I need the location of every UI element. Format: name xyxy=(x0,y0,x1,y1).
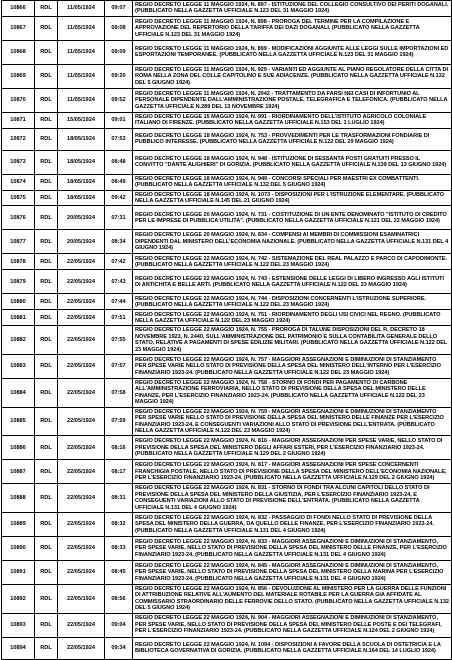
table-row xyxy=(2,270,452,294)
decree-date-cell: 11/05/1924 xyxy=(58,40,105,64)
decree-number-cell: 10872 xyxy=(2,128,35,150)
table-row xyxy=(2,128,452,150)
decree-description-cell: REGIO DECRETO LEGGE 11 MAGGIO 1924, N. 897 - ISTITUZIONE DEL COLLEGIO CONSULTIVO DEI PERITI DOGANALI. (PUBBLICATO NELLA GAZZETTA UFFICIALE N.123 DEL 31 MAGGIO 1924) xyxy=(133,1,452,17)
table-row xyxy=(2,112,452,128)
decree-description-cell: REGIO DECRETO LEGGE 22 MAGGIO 1924, N. 817 - MAGGIORI ASSEGNAZIONI PER SPESE CONCERNENTI FRANCHIGIA POSTALE, NELLO STATO DI PREVISIONE DELLA SPESA DEL MINISTERO DELL'ECONOMIA NAZIONALE, PER L'ESERCIZIO FINANZIARIO 1923-24. (PUBBLICATO NELLA GAZZETTA UFFICIALE N.129 DEL 2 GIUGNO 1924) xyxy=(133,460,452,484)
act-type-cell: RDL xyxy=(35,436,58,460)
decree-number-cell: 10876 xyxy=(2,206,35,230)
record-time-cell: 08:34 xyxy=(105,230,133,254)
table-row xyxy=(2,613,452,637)
decree-number-cell: 10867 xyxy=(2,16,35,40)
table-row xyxy=(2,355,452,379)
decree-number-cell: 10892 xyxy=(2,584,35,613)
record-time-cell: 09:42 xyxy=(105,190,133,206)
act-type-cell: RDL xyxy=(35,560,58,584)
decree-date-cell: 22/05/1924 xyxy=(58,294,105,310)
table-row xyxy=(2,254,452,270)
decree-description-cell: REGIO DECRETO LEGGE 11 MAGGIO 1924, N. 898 - PROROGA DEL TERMINE PER LA COMPILAZIONE E APPROVAZIONE DEL REPERTORIO DELLA TARIFFA DEI DAZI DOGANALI. (PUBBLICATO NELLA GAZZETTA UFFICIALE N.123 DEL 31 MAGGIO 1924) xyxy=(133,16,452,40)
table-row xyxy=(2,230,452,254)
decree-description-cell: REGIO DECRETO LEGGE 20 MAGGIO 1924, N. 731 - COSTITUZIONE DI UN ENTE DENOMINATO "ISTITUTO DI CREDITO PER LE IMPRESE DI PUBBLICA UTILITA". (PUBBLICATO NELLA GAZZETTA UFFICIALE N.121 DEL 22 MAGGIO 1924) xyxy=(133,206,452,230)
decree-date-cell: 22/05/1924 xyxy=(58,613,105,637)
record-time-cell: 09:07 xyxy=(105,1,133,17)
record-time-cell: 07:58 xyxy=(105,379,133,408)
act-type-cell: RDL xyxy=(35,206,58,230)
act-type-cell: RDL xyxy=(35,112,58,128)
decree-number-cell: 10873 xyxy=(2,150,35,174)
record-time-cell: 07:43 xyxy=(105,270,133,294)
act-type-cell: RDL xyxy=(35,310,58,326)
act-type-cell: RDL xyxy=(35,407,58,436)
table-row xyxy=(2,40,452,64)
decree-number-cell: 10888 xyxy=(2,484,35,513)
decree-number-cell: 10885 xyxy=(2,407,35,436)
decree-register-table xyxy=(1,0,452,660)
act-type-cell: RDL xyxy=(35,230,58,254)
record-time-cell: 07:42 xyxy=(105,254,133,270)
decree-description-cell: REGIO DECRETO LEGGE 11 MAGGIO 1924, N. 929 - VARIANTI ED AGGIUNTE AL PIANO REGOLATORE DELLA CITTA DI ROMA NELLA ZONA DEL COLLE CAPITOLINO E SUE ADIACENZE. (PUBBLICATO NELLA GAZZETTA UFFICIALE N.132 DEL 5 GIUGNO 1924) xyxy=(133,64,452,88)
record-time-cell: 07:31 xyxy=(105,206,133,230)
decree-date-cell: 22/05/1924 xyxy=(58,310,105,326)
act-type-cell: RDL xyxy=(35,270,58,294)
decree-number-cell: 10874 xyxy=(2,174,35,190)
record-time-cell: 07:59 xyxy=(105,407,133,436)
decree-description-cell: REGIO DECRETO LEGGE 22 MAGGIO 1924, N. 1094 - DISPOSIZIONI A FAVORE DELLA SCUOLA DI OSTETRICIA E LA BIBLIOTECA GOVERNATIVA DI GORIZIA. (PUBBLICATO NELLA GAZZETTA UFFICIALE N.164 DEL 14 LUGLIO 1924) xyxy=(133,637,452,659)
decree-number-cell: 10869 xyxy=(2,64,35,88)
record-time-cell: 08:48 xyxy=(105,150,133,174)
record-time-cell: 08:45 xyxy=(105,560,133,584)
table-row xyxy=(2,150,452,174)
act-type-cell: RDL xyxy=(35,88,58,112)
decree-number-cell: 10881 xyxy=(2,310,35,326)
decree-number-cell: 10875 xyxy=(2,190,35,206)
act-type-cell: RDL xyxy=(35,64,58,88)
record-time-cell: 09:34 xyxy=(105,637,133,659)
table-row xyxy=(2,512,452,536)
act-type-cell: RDL xyxy=(35,326,58,355)
record-time-cell: 08:31 xyxy=(105,484,133,513)
table-row xyxy=(2,484,452,513)
decree-number-cell: 10889 xyxy=(2,512,35,536)
decree-number-cell: 10870 xyxy=(2,88,35,112)
decree-date-cell: 18/05/1924 xyxy=(58,150,105,174)
decree-number-cell: 10878 xyxy=(2,254,35,270)
decree-description-cell: REGIO DECRETO LEGGE 22 MAGGIO 1924, N. 856 - DEVOLUZIONE AL MINISTERO PER LA GUERRA DELLE FUNZIONI DI ATTRIBUZIONE RELATIVE ALL'AUMENTO DEL MATERIALE ROTABILE PER LA GUERRA GIA AFFIDATE AL COMMISSARIO STRAORDINARIO DELLE FERROVIE DELLO STATO. (PUBBLICATO NELLA GAZZETTA UFFICIALE N.132 DEL 5 GIUGNO 1924) xyxy=(133,584,452,613)
act-type-cell: RDL xyxy=(35,512,58,536)
record-time-cell: 09:52 xyxy=(105,88,133,112)
record-time-cell: 07:57 xyxy=(105,355,133,379)
act-type-cell: RDL xyxy=(35,294,58,310)
decree-number-cell: 10882 xyxy=(2,326,35,355)
decree-number-cell: 10866 xyxy=(2,1,35,17)
decree-description-cell: REGIO DECRETO LEGGE 18 MAGGIO 1924, N. 1073 - DISPOSIZIONI PER L'ISTRUZIONE ELEMENTARE. (PUBBLICATO NELLA GAZZETTA UFFICIALE N.145 DEL 21 GIUGNO 1924) xyxy=(133,190,452,206)
record-time-cell: 08:49 xyxy=(105,174,133,190)
act-type-cell: RDL xyxy=(35,355,58,379)
decree-date-cell: 22/05/1924 xyxy=(58,584,105,613)
decree-date-cell: 22/05/1924 xyxy=(58,536,105,560)
decree-date-cell: 22/05/1924 xyxy=(58,436,105,460)
decree-date-cell: 22/05/1924 xyxy=(58,407,105,436)
decree-date-cell: 11/05/1924 xyxy=(58,16,105,40)
act-type-cell: RDL xyxy=(35,40,58,64)
decree-description-cell: REGIO DECRETO LEGGE 22 MAGGIO 1924, N. 759 - MAGGIORI ASSEGNAZIONI E DIMINUZIONI DI STANZIAMENTO PER SPESE VARIE NELLO STATO DI PREVISIONE DELLA SPESA DEL MINISTERO DELLE FINANZE PER L'ESERCIZIO FINANZIARIO 1923-24, E CONSEGUENTI VARIAZIONI ALLO STATO DI PREVISIONE DELL'ENTRATA. (PUBBLICATO NELLA GAZZETTA UFFICIALE N.122 DEL 23 MAGGIO 1924) xyxy=(133,407,452,436)
decree-date-cell: 22/05/1924 xyxy=(58,355,105,379)
decree-date-cell: 22/05/1924 xyxy=(58,637,105,659)
decree-number-cell: 10877 xyxy=(2,230,35,254)
decree-description-cell: REGIO DECRETO LEGGE 22 MAGGIO 1924, N. 755 - PROROGA DI TALUNE DISPOSIZIONI DEL R. DECRETO 18 NOVEMBRE 1923, N. 2440, SULL'AMMINISTRAZIONE DEL PATRIMONIO E SULLA CONTABILITA GENERALE DELLO STATO, RELATIVE A PAGAMENTI DI SPESE EDILIZIE MILITARI. (PUBBLICATO NELLA GAZZETTA UFFICIALE N.122 DEL 23 MAGGIO 1924) xyxy=(133,326,452,355)
decree-number-cell: 10894 xyxy=(2,637,35,659)
act-type-cell: RDL xyxy=(35,254,58,270)
table-row xyxy=(2,310,452,326)
decree-description-cell: REGIO DECRETO LEGGE 18 MAGGIO 1924, N. 948 - ISTITUZIONE DI SESSANTA POSTI GRATUITI PRESSO IL CONVITTO "DANTE ALIGHIERI" DI GORIZIA. (PUBBLICATO NELLA GAZZETTA UFFICIALE N.139 DEL 13 GIUGNO 1924) xyxy=(133,150,452,174)
decree-number-cell: 10887 xyxy=(2,460,35,484)
decree-description-cell: REGIO DECRETO LEGGE 22 MAGGIO 1924, N. 904 - MAGGIORI ASSEGNAZIONI E DIMINUZIONI DI STANZIAMENTO, PER SPESE VARIE, NELLO STATO DI PREVISIONE DELLA SPESA DEL MINISTERO DELLE POSTE E DEI TELEGRAFI, PER L'ESERCIZIO FINANZIARIO 1923-24. (PUBBLICATO NELLA GAZZETTA UFFICIALE N.124 DEL 2 GIUGNO 1924) xyxy=(133,613,452,637)
decree-date-cell: 22/05/1924 xyxy=(58,379,105,408)
act-type-cell: RDL xyxy=(35,1,58,17)
table-row xyxy=(2,190,452,206)
act-type-cell: RDL xyxy=(35,637,58,659)
record-time-cell: 07:51 xyxy=(105,310,133,326)
record-time-cell: 09:08 xyxy=(105,16,133,40)
act-type-cell: RDL xyxy=(35,190,58,206)
record-time-cell: 07:55 xyxy=(105,326,133,355)
decree-date-cell: 20/05/1924 xyxy=(58,230,105,254)
record-time-cell: 08:32 xyxy=(105,512,133,536)
record-time-cell: 08:16 xyxy=(105,436,133,460)
record-time-cell: 08:33 xyxy=(105,536,133,560)
decree-number-cell: 10880 xyxy=(2,294,35,310)
decree-description-cell: REGIO DECRETO LEGGE 11 MAGGIO 1924, N. 2042 - TRATTAMENTO DA FARSI NEI CASI DI INFORTUNIO AL PERSONALE DIPENDENTE DALL'AMMINISTRAZIONE POSTALE, TELEGRAFICA E TELEFONICA. (PUBBLICATO NELLA GAZZETTA UFFICIALE N.289 DEL 13 NOVEMBRE 1924) xyxy=(133,88,452,112)
decree-description-cell: REGIO DECRETO LEGGE 22 MAGGIO 1924, N. 744 - DISPOSIZIONI CONCERNENTI L'ISTRUZIONE SUPERIORE. (PUBBLICATO NELLA GAZZETTA UFFICIALE N.122 DEL 23 MAGGIO 1924) xyxy=(133,294,452,310)
decree-number-cell: 10871 xyxy=(2,112,35,128)
decree-date-cell: 22/05/1924 xyxy=(58,460,105,484)
decree-description-cell: REGIO DECRETO LEGGE 18 MAGGIO 1924, N. 753 - PROVVEDIMENTI PER LE TRASFORMAZIONI FONDIARIE DI PUBBLICO INTERESSE. (PUBBLICATO NELLA GAZZETTA UFFICIALE N.122 DEL 29 MAGGIO 1924) xyxy=(133,128,452,150)
record-time-cell: 09:04 xyxy=(105,613,133,637)
decree-number-cell: 10883 xyxy=(2,355,35,379)
record-time-cell: 09:01 xyxy=(105,112,133,128)
act-type-cell: RDL xyxy=(35,613,58,637)
decree-description-cell: REGIO DECRETO LEGGE 22 MAGGIO 1924, N. 751 - RIORDINAMENTO DEGLI USI CIVICI NEL REGNO. (PUBBLICATO NELLA GAZZETTA UFFICIALE N.122 DEL 23 MAGGIO 1924) xyxy=(133,310,452,326)
table-row xyxy=(2,16,452,40)
table-row xyxy=(2,407,452,436)
table-row xyxy=(2,206,452,230)
decree-date-cell: 15/05/1924 xyxy=(58,112,105,128)
decree-number-cell: 10868 xyxy=(2,40,35,64)
decree-description-cell: REGIO DECRETO LEGGE 15 MAGGIO 1924, N. 991 - RIORDINAMENTO DELL'ISTITUTO AGRICOLO COLONIALE ITALIANO DI FIRENZE. (PUBBLICATO NELLA GAZZETTA UFFICIALE N.153 DEL 1 LUGLIO 1924) xyxy=(133,112,452,128)
decree-number-cell: 10884 xyxy=(2,379,35,408)
table-row xyxy=(2,536,452,560)
record-time-cell: 09:09 xyxy=(105,40,133,64)
decree-description-cell: REGIO DECRETO LEGGE 22 MAGGIO 1924, N. 742 - SISTEMAZIONE DEL REAL PALAZZO E PARCO DI CAPODIMONTE. (PUBBLICATO NELLA GAZZETTA UFFICIALE N.122 DEL 23 MAGGIO 1924) xyxy=(133,254,452,270)
decree-description-cell: REGIO DECRETO LEGGE 22 MAGGIO 1924, N. 833 - MAGGIORI ASSEGNAZIONI E DIMINUZIONI DI STANZIAMENTO, PER SPESE VARIE, NELLO STATO DI PREVISIONE DELLA SPESA DEL MINISTERO DELLE FINANZE, PER L'ESERCIZIO FINANZIARIO 1923-24. (PUBBLICATO NELLA GAZZETTA UFFICIALE N.131 DEL 4 GIUGNO 1924) xyxy=(133,536,452,560)
record-time-cell: 08:56 xyxy=(105,584,133,613)
decree-date-cell: 22/05/1924 xyxy=(58,484,105,513)
table-row xyxy=(2,460,452,484)
decree-date-cell: 20/05/1924 xyxy=(58,206,105,230)
decree-number-cell: 10893 xyxy=(2,613,35,637)
decree-description-cell: REGIO DECRETO LEGGE 22 MAGGIO 1924, N. 831 - STORNO DI FONDI TRA ALCUNI CAPITOLI DELLO STATO DI PREVISIONE DELLA SPESA DEL MINISTERO DELLA GIUSTIZIA, PER L'ESERCIZIO FINANZIARIO 1923-24, E CONSEGUENTI VARIAZIONI ALLO STATO DI PREVISIONE DELL'ENTRATA. (PUBBLICATO NELLA GAZZETTA UFFICIALE N.131 DEL 4 GIUGNO 1924) xyxy=(133,484,452,513)
table-row xyxy=(2,326,452,355)
decree-number-cell: 10890 xyxy=(2,536,35,560)
decree-date-cell: 11/05/1924 xyxy=(58,1,105,17)
table-row xyxy=(2,436,452,460)
table-row xyxy=(2,1,452,17)
record-time-cell: 09:20 xyxy=(105,64,133,88)
decree-date-cell: 18/05/1924 xyxy=(58,128,105,150)
decree-description-cell: REGIO DECRETO LEGGE 22 MAGGIO 1924, N. 816 - MAGGIORI ASSEGNAZIONI PER SPESE VARIE, NELLO STATO DI PREVISIONE DELLA SPESA DEL MINISTERO DEGLI AFFARI ESTERI, PER L'ESERCIZIO FINANZIARIO 1923-24. (PUBBLICATO NELLA GAZZETTA UFFICIALE N.129 DEL 2 GIUGNO 1924) xyxy=(133,436,452,460)
act-type-cell: RDL xyxy=(35,584,58,613)
table-row xyxy=(2,174,452,190)
decree-date-cell: 18/05/1924 xyxy=(58,190,105,206)
decree-date-cell: 18/05/1924 xyxy=(58,174,105,190)
act-type-cell: RDL xyxy=(35,174,58,190)
act-type-cell: RDL xyxy=(35,484,58,513)
table-body xyxy=(2,1,452,660)
act-type-cell: RDL xyxy=(35,536,58,560)
decree-description-cell: REGIO DECRETO LEGGE 11 MAGGIO 1924, N. 899 - MODIFICAZIONI AGGIUNTE ALLE LEGGI SULLE IMPORTAZIONI ED ESPORTAZIONI TEMPORANEE. (PUBBLICATO NELLA GAZZETTA UFFICIALE N.123 DEL 31 MAGGIO 1924) xyxy=(133,40,452,64)
decree-description-cell: REGIO DECRETO LEGGE 22 MAGGIO 1924, N. 758 - STORNO DI FONDI PER PAGAMENTO DI CARBONE ALL'AMMINISTRAZIONE FERROVIARIA, NELLO STATO DI PREVISIONE DELLA SPESA DEL MINISTERO DELLE FINANZE, PER L'ESERCIZIO FINANZIARIO 1923-24. (PUBBLICATO NELLA GAZZETTA UFFICIALE N.122 DEL 23 MAGGIO 1924) xyxy=(133,379,452,408)
decree-number-cell: 10879 xyxy=(2,270,35,294)
decree-date-cell: 11/05/1924 xyxy=(58,64,105,88)
table-row xyxy=(2,560,452,584)
decree-description-cell: REGIO DECRETO LEGGE 22 MAGGIO 1924, N. 845 - MAGGIORI ASSEGNAZIONI E DIMINUZIONI DI STANZIAMENTO, PER SPESE VARIE, NELLO STATO DI PREVISIONE DELLA SPESA DEL MINISTERO DELLA MARINA PER L'ESERCIZIO FINANZIARIO 1923-24. (PUBBLICATO NELLA GAZZETTA UFFICIALE N.131 DEL 4 GIUGNO 1924) xyxy=(133,560,452,584)
decree-date-cell: 22/05/1924 xyxy=(58,560,105,584)
act-type-cell: RDL xyxy=(35,460,58,484)
act-type-cell: RDL xyxy=(35,150,58,174)
decree-date-cell: 22/05/1924 xyxy=(58,326,105,355)
table-row xyxy=(2,637,452,659)
decree-description-cell: REGIO DECRETO LEGGE 18 MAGGIO 1924, N. 949 - CONCORSI SPECIALI PER MAESTRI EX COMBATTENTI. (PUBBLICATO NELLA GAZZETTA UFFICIALE N.132 DEL 5 GIUGNO 1924) xyxy=(133,174,452,190)
record-time-cell: 07:44 xyxy=(105,294,133,310)
table-row xyxy=(2,584,452,613)
table-row xyxy=(2,294,452,310)
act-type-cell: RDL xyxy=(35,379,58,408)
decree-description-cell: REGIO DECRETO LEGGE 22 MAGGIO 1924, N. 757 - MAGGIORI ASSEGNAZIONI E DIMINUZIONI DI STANZIAMENTO PER SPESE VARIE NELLO STATO DI PREVISIONE DELLA SPESA DEL MINISTERO DELL'INTERNO PER L'ESERCIZIO FINANZIARIO 1923-24. (PUBBLICATO NELLA GAZZETTA UFFICIALE N.122 DEL 23 MAGGIO 1924) xyxy=(133,355,452,379)
decree-date-cell: 22/05/1924 xyxy=(58,512,105,536)
decree-date-cell: 11/05/1924 xyxy=(58,88,105,112)
decree-description-cell: REGIO DECRETO LEGGE 20 MAGGIO 1924, N. 834 - COMPENSI AI MEMBRI DI COMMISSIONI ESAMINATRICI DIPENDENTI DAL MINISTERO DELL'ECONOMIA NAZIONALE. (PUBBLICATO NELLA GAZZETTA UFFICIALE N.131 DEL 4 GIUGNO 1924) xyxy=(133,230,452,254)
decree-description-cell: REGIO DECRETO LEGGE 22 MAGGIO 1924, N. 743 - ESTENSIONE DELLE LEGGI DI LIBERO INGRESSO AGLI ISTITUTI DI ANTICHITA E BELLE ARTI. (PUBBLICATO NELLA GAZZETTA UFFICIALE N.122 DEL 23 MAGGIO 1924) xyxy=(133,270,452,294)
act-type-cell: RDL xyxy=(35,16,58,40)
decree-description-cell: REGIO DECRETO LEGGE 22 MAGGIO 1924, N. 832 - PASSAGGIO DI FONDI NELLO STATO DI PREVISIONE DELLA SPESA DEL MINISTERO DELLA GUERRA, DA QUELLO DELLE FINANZE, PER L'ESERCIZIO FINANZIARIO 1923-24. (PUBBLICATO NELLA GAZZETTA UFFICIALE N.131 DEL 4 GIUGNO 1924) xyxy=(133,512,452,536)
record-time-cell: 07:53 xyxy=(105,128,133,150)
decree-date-cell: 22/05/1924 xyxy=(58,254,105,270)
table-row xyxy=(2,64,452,88)
table-row xyxy=(2,88,452,112)
decree-number-cell: 10886 xyxy=(2,436,35,460)
decree-number-cell: 10891 xyxy=(2,560,35,584)
record-time-cell: 08:17 xyxy=(105,460,133,484)
decree-date-cell: 22/05/1924 xyxy=(58,270,105,294)
act-type-cell: RDL xyxy=(35,128,58,150)
table-row xyxy=(2,379,452,408)
